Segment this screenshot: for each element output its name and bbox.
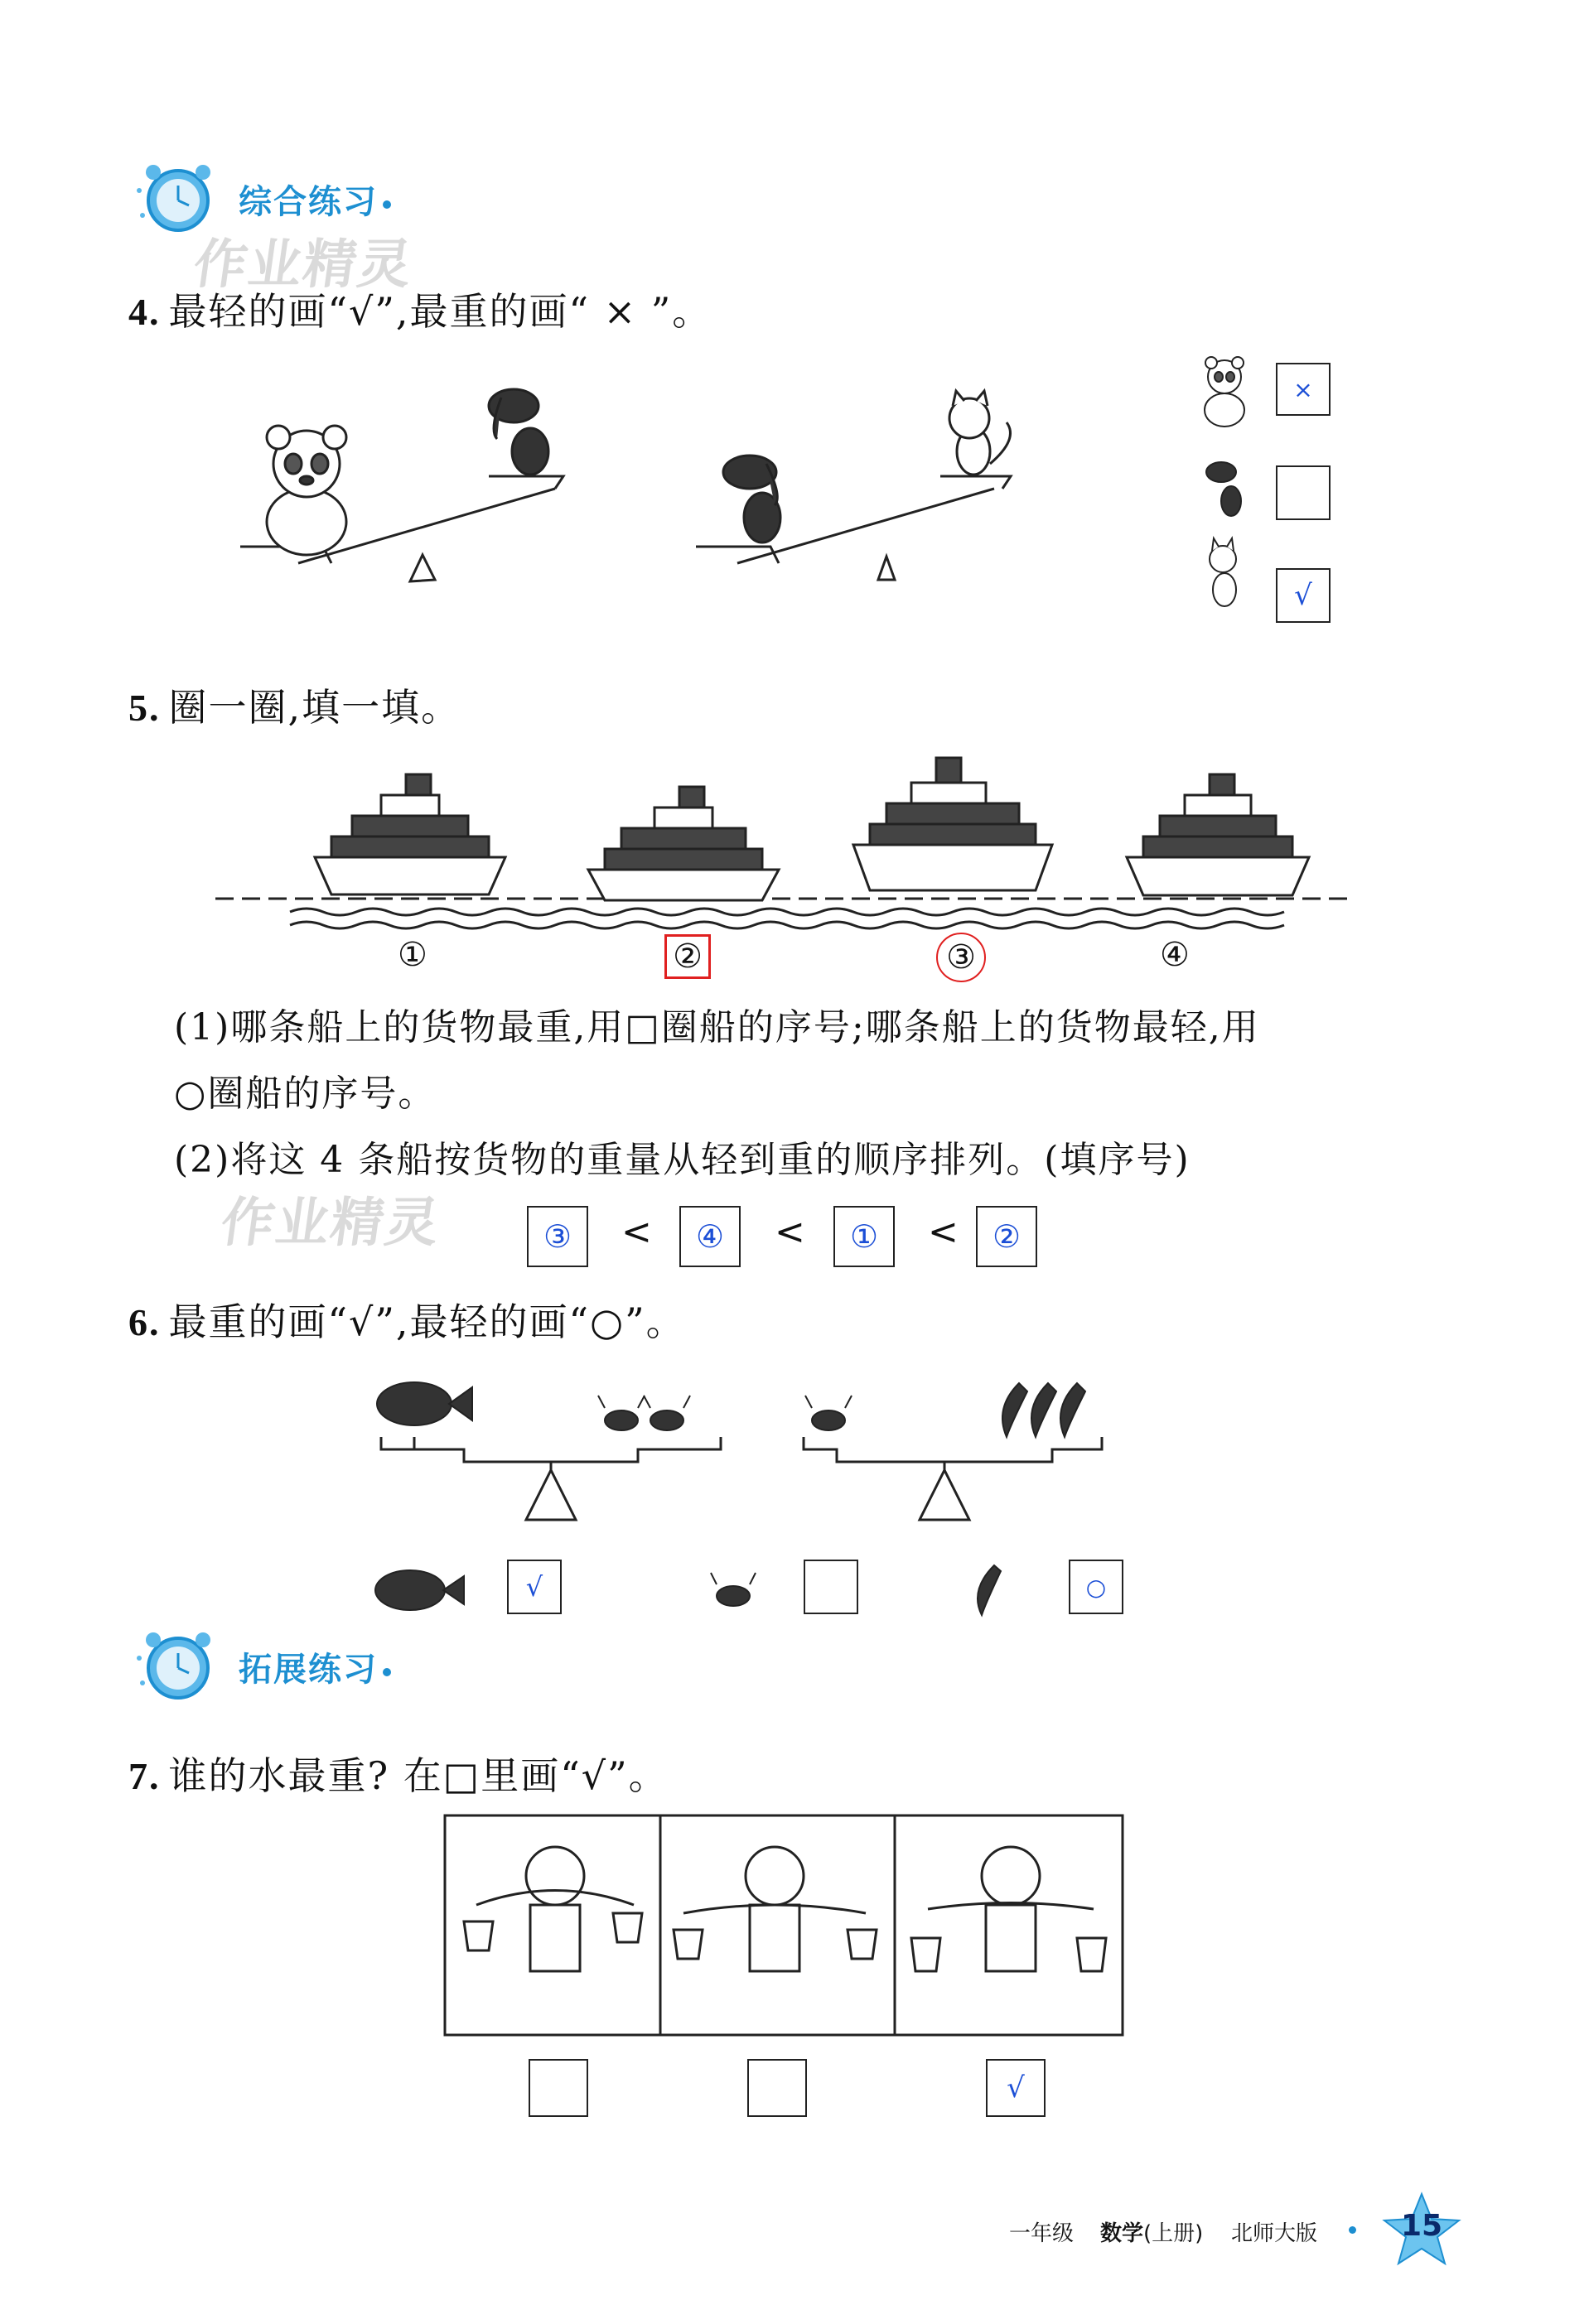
question-4: [128, 282, 712, 336]
order-box-1[interactable]: ③: [527, 1206, 588, 1267]
dog-icon: [1206, 462, 1241, 516]
fish-figure: [377, 1382, 472, 1425]
panda-icon: [1205, 357, 1244, 427]
order-box-4[interactable]: ②: [976, 1206, 1037, 1267]
order-box-3[interactable]: ①: [833, 1206, 895, 1267]
question-text: 谁的水最重? 在□里画“√”。: [168, 1753, 669, 1798]
ship-3: [853, 758, 1052, 890]
question-6: [128, 1292, 686, 1347]
answer-icons-column: [1191, 348, 1258, 629]
dog-figure: [489, 389, 548, 475]
less-than-sign: <: [928, 1211, 959, 1253]
question-number: 5.: [128, 687, 161, 729]
question-7: [128, 1746, 669, 1801]
crab-icon: [711, 1573, 756, 1606]
watermark: 作业精灵: [189, 234, 418, 296]
ship-label-2-boxed: [664, 934, 711, 979]
question-text: 圈一圈,填一填。: [168, 685, 461, 730]
q5-sub1-line1: (1)哪条船上的货物最重,用□圈船的序号;哪条船上的货物最轻,用: [174, 1006, 1260, 1049]
answer-box-fish[interactable]: √: [507, 1560, 562, 1614]
fish-icon: [375, 1570, 464, 1610]
answer-box-panda[interactable]: ×: [1276, 363, 1331, 416]
watermark: 作业精灵: [216, 1193, 445, 1254]
question-number: 4.: [128, 291, 161, 333]
title-dot: [383, 1668, 391, 1676]
dog-figure: [723, 456, 780, 542]
footer-grade: 一年级: [1009, 2221, 1075, 2246]
ship-label-3-circled: [936, 933, 986, 982]
q5-sub2: (2)将这 4 条船按货物的重量从轻到重的顺序排列。(填序号): [174, 1139, 1191, 1181]
question-number: 7.: [128, 1755, 161, 1797]
question-number: 6.: [128, 1301, 161, 1343]
ship-label-3: ③: [946, 938, 976, 976]
alarm-clock-icon: [133, 1625, 224, 1708]
answer-box-bear-1[interactable]: [529, 2059, 588, 2117]
ship-label-2: ②: [673, 938, 703, 976]
question-text: 最轻的画“√”,最重的画“ × ”。: [168, 289, 712, 334]
bears-carrying-water-panels: [443, 1814, 1124, 2037]
q6-answer-icons: [365, 1561, 1027, 1619]
crab-figure: [598, 1396, 690, 1430]
ship-1: [315, 774, 505, 894]
page-number: 15: [1400, 2209, 1443, 2243]
ship-4: [1127, 774, 1309, 895]
ship-label-1: ①: [398, 936, 427, 974]
section-title: 综合练习: [239, 182, 378, 221]
section-title: 拓展练习: [239, 1650, 378, 1689]
question-5: [128, 677, 461, 732]
shrimp-icon: [978, 1565, 1001, 1615]
answer-box-dog[interactable]: [1276, 465, 1331, 520]
cat-figure: [949, 391, 1011, 475]
footer-volume: (上册): [1143, 2221, 1204, 2246]
ship-label-4: ④: [1160, 936, 1190, 974]
ships-illustration: [215, 750, 1359, 940]
shrimp-figure: [1002, 1383, 1085, 1437]
footer-edition: 北师大版: [1231, 2221, 1318, 2246]
fish-crab-shrimp-scales: [356, 1358, 1118, 1549]
question-text: 最重的画“√”,最轻的画“○”。: [168, 1299, 686, 1344]
footer-subject: 数学: [1100, 2221, 1144, 2246]
panda-figure: [267, 426, 346, 555]
less-than-sign: <: [621, 1211, 652, 1253]
less-than-sign: <: [775, 1211, 805, 1253]
crab-figure: [805, 1396, 852, 1430]
footer-dot: [1349, 2226, 1356, 2234]
answer-box-crab[interactable]: [804, 1560, 858, 1614]
cat-icon: [1210, 538, 1236, 606]
answer-box-shrimp[interactable]: ○: [1069, 1560, 1123, 1614]
balance-scales-illustration: [224, 373, 1085, 605]
seesaw-2: [696, 476, 1011, 580]
q5-sub1-line2: ○圈船的序号。: [174, 1073, 437, 1115]
title-dot: [383, 200, 391, 209]
section-header-extension: [133, 1625, 391, 1708]
answer-box-cat[interactable]: √: [1276, 568, 1331, 623]
ship-2: [588, 787, 779, 900]
order-box-2[interactable]: ④: [679, 1206, 741, 1267]
answer-box-bear-2[interactable]: [747, 2059, 807, 2117]
answer-box-bear-3[interactable]: √: [986, 2059, 1046, 2117]
